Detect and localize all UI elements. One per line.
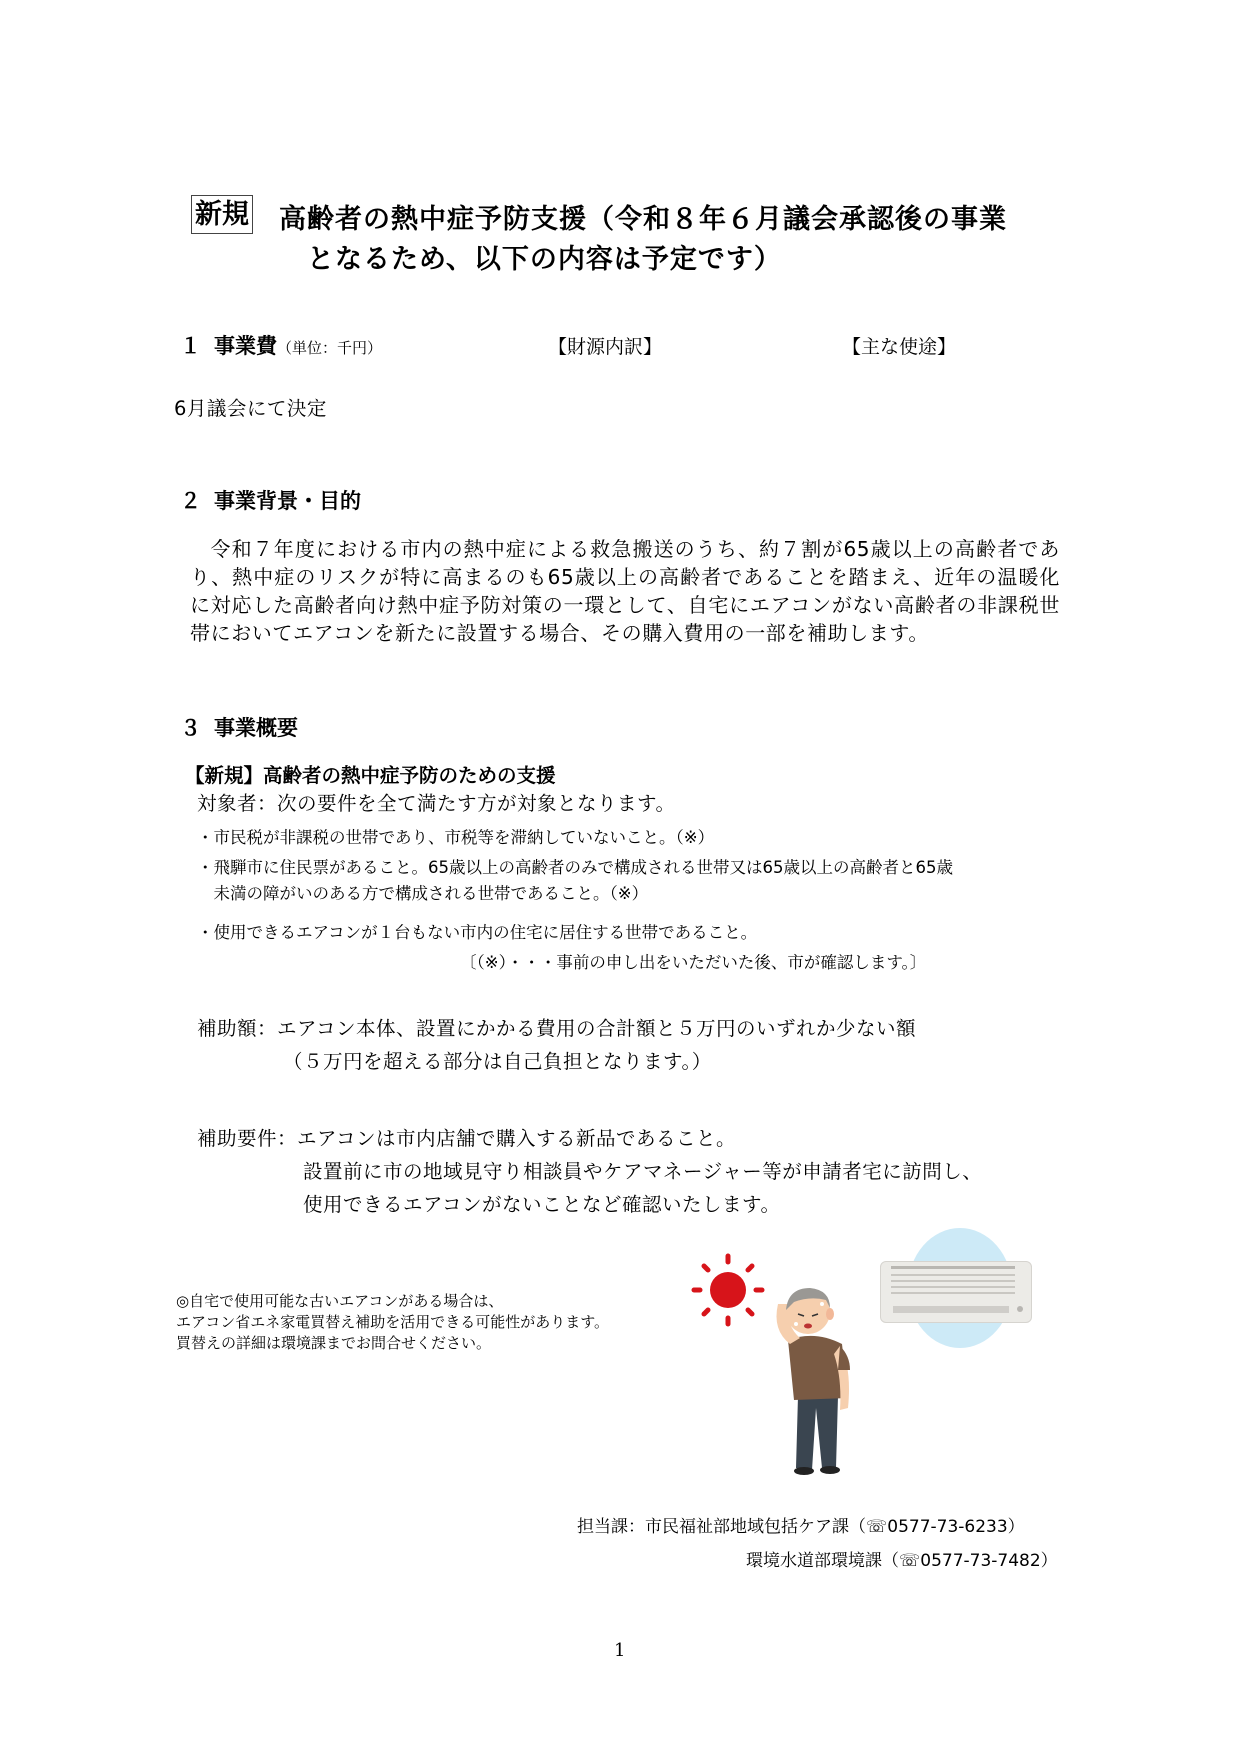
section1-heading <box>180 330 382 360</box>
main-usage-label: 【主な使途】 <box>842 336 957 358</box>
background-paragraph <box>190 535 1060 647</box>
elderly-person-heatstroke-illustration <box>760 1278 870 1478</box>
subsidy-requirement: 補助要件：エアコンは市内店舗で購入する新品であること。 <box>197 1127 737 1150</box>
requirement-item: ・市民税が非課税の世帯であり、市税等を滞納していないこと。（※） <box>197 828 715 847</box>
section3-heading <box>180 712 298 742</box>
page-title-line1: 高齢者の熱中症予防支援（令和８年６月議会承認後の事業 <box>279 204 1007 235</box>
replacement-note-line2: エアコン省エネ家電買替え補助を活用できる可能性があります。 <box>176 1313 610 1331</box>
contact-department-2: 環境水道部環境課（☏0577-73-7482） <box>746 1551 1058 1571</box>
replacement-note-line3: 買替えの詳細は環境課までお問合せください。 <box>176 1334 492 1352</box>
subsidy-requirement-line3: 使用できるエアコンがないことなど確認いたします。 <box>303 1193 781 1216</box>
subsidy-requirement-line2: 設置前に市の地域見守り相談員やケアマネージャー等が申請者宅に訪問し、 <box>303 1160 983 1183</box>
section1-title: 事業費 <box>214 334 277 358</box>
subsidy-amount: 補助額：エアコン本体、設置にかかる費用の合計額と５万円のいずれか少ない額 <box>197 1017 917 1040</box>
section2-heading <box>180 485 361 515</box>
section3-number: ３ <box>180 716 201 740</box>
amount-note: 6月議会にて決定 <box>174 397 327 420</box>
new-badge: 新規 <box>191 195 253 234</box>
section1-unit: （単位：千円） <box>277 339 383 357</box>
contact-department-1: 担当課：市民福祉部地域包括ケア課（☏0577-73-6233） <box>577 1517 1025 1537</box>
requirement-footnote: 〔（※）・・・事前の申し出をいただいた後、市が確認します。〕 <box>460 953 927 972</box>
section2-number: ２ <box>180 489 201 513</box>
page-title-line2: となるため、以下の内容は予定です） <box>307 244 782 275</box>
section2-title: 事業背景・目的 <box>214 489 361 513</box>
requirement-item: ・使用できるエアコンが１台もない市内の住宅に居住する世帯であること。 <box>197 923 758 942</box>
section1-number: １ <box>180 334 201 358</box>
background-text: 令和７年度における市内の熱中症による救急搬送のうち、約７割が65歳以上の高齢者であり、熱中症のリスクが特に高まるのも65歳以上の高齢者であることを踏まえ、近年の温暖化に対応した高齢者向け熱中症予防対策の一環として、自宅にエアコンがない高齢者の非課税世帯においてエアコンを新たに設置する場合、その購入費用の一部を補助します。 <box>190 537 1060 645</box>
section3-title: 事業概要 <box>214 716 298 740</box>
requirement-item: ・飛騨市に住民票があること。65歳以上の高齢者のみで構成される世帯又は65歳以上の高齢者と65歳 <box>197 858 953 877</box>
program-subheading: 【新規】高齢者の熱中症予防のための支援 <box>185 764 556 787</box>
page-number: 1 <box>614 1640 626 1661</box>
target-intro: 対象者：次の要件を全て満たす方が対象となります。 <box>197 792 676 815</box>
funding-breakdown-label: 【財源内訳】 <box>548 336 663 358</box>
subsidy-amount-note: （５万円を超える部分は自己負担となります。） <box>283 1050 712 1073</box>
air-conditioner-icon <box>880 1261 1032 1323</box>
air-conditioner-illustration <box>880 1228 1030 1358</box>
sun-icon <box>688 1250 768 1330</box>
requirement-item-continued: 未満の障がいのある方で構成される世帯であること。（※） <box>197 884 649 903</box>
replacement-note-line1: ◎自宅で使用可能な古いエアコンがある場合は、 <box>176 1292 504 1310</box>
